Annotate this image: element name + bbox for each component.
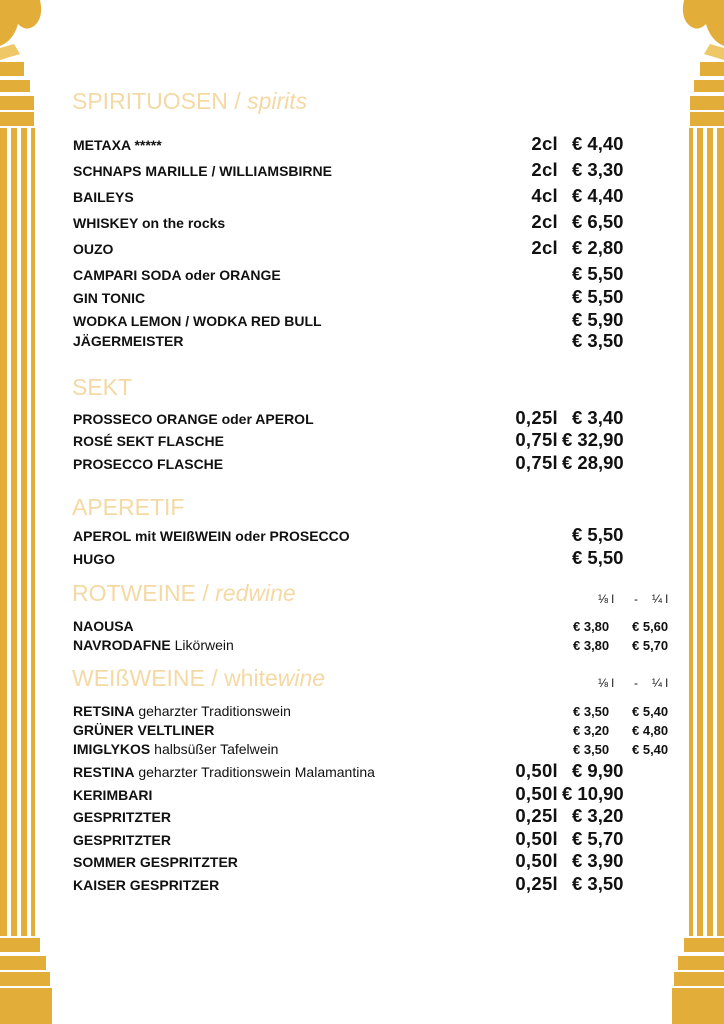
section-heading-redwine: ROTWEINE / redwine [72, 580, 296, 606]
section-heading-sekt: SEKT [72, 374, 133, 400]
menu-item-price: € 5,50 [572, 286, 624, 307]
menu-item-price-small: € 3,50 [573, 742, 610, 757]
menu-item-price: € 4,40 [572, 133, 624, 154]
section-heading-aperitif: APERETIF [72, 494, 185, 520]
menu-item-price: € 5,50 [572, 524, 624, 545]
menu-item-price: € 3,20 [572, 805, 624, 826]
menu-item-quantity: 0,50l [515, 783, 558, 804]
menu-item-price: € 28,90 [562, 452, 624, 473]
menu-item-quantity: 0,50l [515, 850, 558, 871]
menu-item-name: SCHNAPS MARILLE / WILLIAMSBIRNE [73, 163, 332, 179]
menu-item-quantity: 2cl [531, 159, 558, 180]
menu-item-price: € 3,40 [572, 407, 624, 428]
menu-item-name: KAISER GESPRITZER [73, 877, 220, 893]
menu-item-quantity: 0,50l [515, 760, 558, 781]
column-header-eighth-liter: ⅛ l [598, 592, 615, 606]
right-column-decoration [672, 0, 724, 1024]
menu-item-name: WHISKEY on the rocks [73, 215, 226, 231]
column-header-eighth-liter: ⅛ l [598, 676, 615, 690]
menu-item-name: HUGO [73, 551, 115, 567]
menu-item-name: NAOUSA [73, 618, 134, 634]
menu-item-quantity: 0,75l [515, 452, 558, 473]
menu-item-name: KERIMBARI [73, 787, 153, 803]
menu-item-name: OUZO [73, 241, 114, 257]
menu-item-name: WODKA LEMON / WODKA RED BULL [73, 313, 322, 329]
menu-item-price: € 4,40 [572, 185, 624, 206]
menu-item-price: € 10,90 [562, 783, 624, 804]
menu-item-name: METAXA ***** [73, 137, 162, 153]
menu-item-quantity: 4cl [531, 185, 558, 206]
menu-item-price: € 3,50 [572, 873, 624, 894]
menu-item-quantity: 0,25l [515, 805, 558, 826]
menu-item-price: € 3,30 [572, 159, 624, 180]
menu-item-name: PROSECCO FLASCHE [73, 456, 224, 472]
menu-item-price-large: € 5,60 [632, 619, 669, 634]
section-heading-whitewine: WEIßWEINE / whitewine [72, 665, 326, 691]
menu-item-price-large: € 5,40 [632, 704, 669, 719]
menu-item-name: SOMMER GESPRITZTER [73, 854, 238, 870]
section-heading-spirits: SPIRITUOSEN / spirits [72, 88, 308, 114]
menu-item-name: RESTINA geharzter Traditionswein Malamantina [73, 764, 375, 780]
menu-item-name: JÄGERMEISTER [73, 333, 184, 349]
left-column-decoration [0, 0, 52, 1024]
menu-item-name: RETSINA geharzter Traditionswein [73, 703, 291, 719]
menu-item-name: PROSSECO ORANGE oder APEROL [73, 411, 314, 427]
menu-item-price-large: € 5,70 [632, 638, 669, 653]
menu-item-quantity: 2cl [531, 211, 558, 232]
menu-item-quantity: 2cl [531, 133, 558, 154]
menu-item-price: € 2,80 [572, 237, 624, 258]
menu-item-quantity: 2cl [531, 237, 558, 258]
menu-item-name: GESPRITZTER [73, 809, 172, 825]
menu-item-price-large: € 4,80 [632, 723, 669, 738]
menu-item-price-large: € 5,40 [632, 742, 669, 757]
menu-item-price: € 5,50 [572, 547, 624, 568]
menu-item-quantity: 0,50l [515, 828, 558, 849]
menu-item-name: ROSÉ SEKT FLASCHE [73, 433, 224, 449]
menu-item-name: NAVRODAFNE Likörwein [73, 637, 234, 653]
menu-item-price-small: € 3,50 [573, 704, 610, 719]
menu-item-price: € 9,90 [572, 760, 624, 781]
menu-item-price: € 5,70 [572, 828, 624, 849]
menu-item-name: GIN TONIC [73, 290, 146, 306]
menu-item-price-small: € 3,80 [573, 638, 610, 653]
menu-item-price: € 6,50 [572, 211, 624, 232]
menu-item-price: € 32,90 [562, 429, 624, 450]
column-header-quarter-liter: ¼ l [652, 592, 669, 606]
column-header-dash: - [634, 676, 638, 690]
menu-item-name: CAMPARI SODA oder ORANGE [73, 267, 281, 283]
menu-item-name: IMIGLYKOS halbsüßer Tafelwein [73, 741, 279, 757]
menu-item-quantity: 0,25l [515, 407, 558, 428]
column-header-dash: - [634, 592, 638, 606]
column-header-quarter-liter: ¼ l [652, 676, 669, 690]
menu-item-name: GESPRITZTER [73, 832, 172, 848]
menu-item-price: € 3,50 [572, 330, 624, 351]
menu-item-name: GRÜNER VELTLINER [73, 722, 215, 738]
menu-item-price: € 3,90 [572, 850, 624, 871]
menu-item-price: € 5,90 [572, 309, 624, 330]
menu-item-name: BAILEYS [73, 189, 134, 205]
menu-item-price: € 5,50 [572, 263, 624, 284]
menu-item-name: APEROL mit WEIßWEIN oder PROSECCO [73, 528, 350, 544]
menu-item-price-small: € 3,20 [573, 723, 610, 738]
menu-item-quantity: 0,25l [515, 873, 558, 894]
menu-item-quantity: 0,75l [515, 429, 558, 450]
menu-item-price-small: € 3,80 [573, 619, 610, 634]
